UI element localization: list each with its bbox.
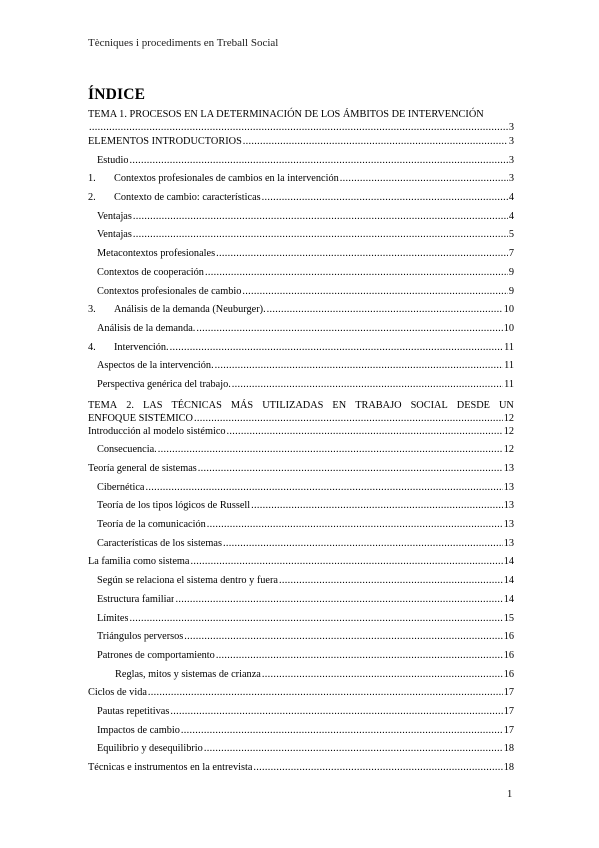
toc-entry-label: Reglas, mitos y sistemas de crianza	[115, 668, 261, 680]
toc-entry-text: Análisis de la demanda (Neuburger).	[114, 304, 266, 316]
toc-page-number: 13	[503, 519, 514, 531]
dot-leader	[196, 323, 502, 334]
toc-word: TEMA	[88, 399, 118, 411]
toc-page-number: 7	[508, 248, 514, 260]
dot-leader	[253, 762, 502, 773]
toc-entry-number: 3.	[88, 304, 96, 316]
toc-page-number: 16	[503, 631, 514, 643]
toc-entry[interactable]	[88, 323, 514, 342]
dot-leader	[207, 519, 503, 530]
toc-word: TÉCNICAS	[171, 399, 222, 411]
toc-entry-label: Ventajas	[97, 229, 132, 241]
toc-word: TRABAJO	[355, 399, 402, 411]
dot-leader	[232, 379, 503, 390]
toc-page-number: 10	[503, 322, 514, 334]
toc-entry[interactable]	[88, 463, 514, 482]
toc-entry[interactable]	[88, 173, 514, 192]
toc-page-number: 3	[508, 173, 514, 185]
dot-leader	[243, 136, 508, 147]
toc-page-number: 13	[503, 481, 514, 493]
toc-word: DESDE	[456, 399, 490, 411]
toc-entry-label	[88, 342, 169, 353]
toc-entry-label: Según se relaciona el sistema dentro y fuera	[97, 575, 278, 587]
toc-entry-label: Características de los sistemas	[97, 537, 222, 549]
toc-entry[interactable]	[88, 426, 514, 445]
toc-entry[interactable]	[88, 482, 514, 501]
toc-entry-title-line: TEMA 1. PROCESOS EN LA DETERMINACIÓN DE LOS ÁMBITOS DE INTERVENCIÓN	[88, 109, 484, 120]
toc-entry-number: 4.	[88, 341, 96, 353]
toc-entry[interactable]	[88, 613, 514, 632]
toc-page-number: 4	[508, 210, 514, 222]
dot-leader	[340, 173, 508, 184]
toc-entry[interactable]	[88, 706, 514, 725]
dot-leader	[262, 192, 508, 203]
dot-leader	[170, 342, 503, 353]
toc-entry-label: Análisis de la demanda.	[97, 322, 196, 334]
toc-entry-text: Intervención.	[114, 341, 169, 353]
toc-entry-label: Aspectos de la intervención.	[97, 360, 214, 372]
toc-page-number: 18	[503, 762, 514, 773]
toc-entry[interactable]	[88, 762, 514, 781]
toc-page-number: 18	[503, 743, 514, 755]
toc-entry-label	[88, 192, 261, 203]
toc-page-number: 5	[508, 229, 514, 241]
dot-leader	[267, 304, 503, 315]
toc-entry-label: Estudio	[97, 154, 129, 166]
dot-leader	[133, 229, 508, 240]
dot-leader	[251, 500, 503, 511]
toc-entry-label: Teoría general de sistemas	[88, 463, 197, 474]
toc-entry-label: Contextos de cooperación	[97, 266, 204, 278]
toc-word: 2.	[126, 399, 134, 411]
toc-entry-label: Contextos profesionales de cambio	[97, 285, 242, 297]
toc-entry[interactable]	[88, 136, 514, 155]
dot-leader	[262, 669, 503, 680]
toc-entry-tema1[interactable]	[88, 109, 514, 136]
toc-entry[interactable]	[88, 669, 514, 688]
toc-entry[interactable]	[88, 211, 514, 230]
toc-entry[interactable]	[88, 155, 514, 174]
dot-leader	[89, 122, 508, 133]
toc-entry[interactable]	[88, 500, 514, 519]
toc-word: UN	[499, 399, 514, 411]
dot-leader	[191, 556, 503, 567]
dot-leader	[194, 413, 503, 424]
dot-leader	[145, 482, 502, 493]
toc-entry[interactable]	[88, 192, 514, 211]
dot-leader	[205, 267, 508, 278]
toc-word: MÁS	[230, 399, 254, 411]
toc-page-number: 4	[508, 192, 514, 204]
toc-entry[interactable]	[88, 444, 514, 463]
toc-page-number: 13	[503, 537, 514, 549]
dot-leader	[215, 360, 503, 371]
toc-page-number: 12	[503, 412, 514, 424]
toc-word: EN	[332, 399, 347, 411]
toc-page-number: 11	[504, 341, 514, 353]
toc-entry[interactable]	[88, 342, 514, 361]
toc-entry-title-line2: ENFOQUE SISTÉMICO	[88, 412, 193, 424]
toc-page-number: 13	[503, 463, 514, 474]
toc-entry-label: Perspectiva genérica del trabajo.	[97, 378, 231, 390]
dot-leader	[198, 463, 503, 474]
dot-leader	[216, 650, 503, 661]
toc-page-number: 10	[503, 304, 514, 316]
toc-page-number: 3	[508, 154, 514, 166]
toc-page-number: 12	[503, 425, 514, 437]
dot-leader	[227, 426, 503, 437]
toc-entry-label	[88, 173, 339, 184]
toc-entry-number: 2.	[88, 192, 96, 204]
toc-entry[interactable]	[88, 538, 514, 557]
toc-page-number: 9	[508, 285, 514, 297]
toc-entry[interactable]	[88, 631, 514, 650]
toc-entry-label: Equilibrio y desequilibrio	[97, 743, 203, 755]
toc-page-number: 14	[503, 556, 514, 568]
toc-entry-label: Introducción al modelo sistémico	[88, 425, 226, 437]
toc-entry[interactable]	[88, 575, 514, 594]
dot-leader	[204, 743, 503, 754]
toc-page-number: 13	[503, 500, 514, 512]
toc-entry-label: Patrones de comportamiento	[97, 649, 215, 661]
toc-entry[interactable]	[88, 519, 514, 538]
dot-leader	[129, 613, 502, 624]
toc-page-number: 16	[503, 668, 514, 680]
toc-entry-title-line	[88, 400, 514, 412]
toc-page-number: 9	[508, 266, 514, 278]
toc-page-number: 11	[504, 360, 514, 372]
dot-leader	[148, 687, 503, 698]
toc-entry[interactable]	[88, 725, 514, 744]
toc-page-number: 3	[508, 122, 514, 133]
toc-entry-label: Estructura familiar	[97, 593, 175, 605]
toc-page-number: 16	[503, 649, 514, 661]
toc-entry-text: Contexto de cambio: características	[114, 192, 261, 204]
toc-page-number: 3	[508, 136, 514, 147]
toc-entry[interactable]	[88, 304, 514, 323]
toc-entry-label: Cibernética	[97, 481, 145, 493]
dot-leader	[158, 444, 503, 455]
dot-leader	[242, 286, 507, 297]
toc-entry[interactable]	[88, 360, 514, 379]
toc-entry[interactable]	[88, 594, 514, 613]
toc-entry-label: Ciclos de vida	[88, 687, 147, 699]
dot-leader	[181, 725, 503, 736]
page-number: 1	[507, 789, 513, 800]
toc-entry-label: Teoría de los tipos lógicos de Russell	[97, 500, 251, 512]
running-header: Tècniques i procediments en Treball Social	[88, 37, 279, 49]
toc-entry[interactable]	[88, 229, 514, 248]
toc-entry-label: Ventajas	[97, 210, 132, 222]
toc-entry-text: Contextos profesionales de cambios en la intervención	[114, 173, 339, 185]
toc-entry-label: Límites	[97, 612, 129, 624]
dot-leader	[170, 706, 502, 717]
toc-entry-label: Metacontextos profesionales	[97, 248, 216, 260]
dot-leader	[184, 631, 502, 642]
toc-entry[interactable]	[88, 248, 514, 267]
toc-entry[interactable]	[88, 743, 514, 762]
toc-entry-label: La familia como sistema	[88, 556, 190, 568]
toc-word: SOCIAL	[410, 399, 448, 411]
toc-page-number: 14	[503, 593, 514, 605]
toc-page-number: 17	[503, 687, 514, 699]
toc-entry[interactable]	[88, 556, 514, 575]
dot-leader	[133, 211, 508, 222]
toc-page-number: 12	[503, 444, 514, 456]
toc-entry-label: ELEMENTOS INTRODUCTORIOS	[88, 136, 242, 147]
toc-entry[interactable]	[88, 687, 514, 706]
toc-page-number: 14	[503, 575, 514, 587]
toc-entry-tema2[interactable]	[88, 400, 514, 426]
toc-page-number: 17	[503, 705, 514, 717]
toc-entry-label: Pautas repetitivas	[97, 705, 170, 717]
toc-entry[interactable]	[88, 650, 514, 669]
toc-page-number: 11	[504, 378, 514, 390]
toc-entry-label	[88, 304, 266, 315]
toc-word: UTILIZADAS	[262, 399, 324, 411]
toc-entry[interactable]	[88, 286, 514, 305]
dot-leader	[223, 538, 503, 549]
toc-entry-label: Consecuencia.	[97, 444, 157, 456]
toc-page-number: 15	[503, 612, 514, 624]
dot-leader	[129, 155, 507, 166]
toc-entry[interactable]	[88, 379, 514, 398]
toc-word: LAS	[142, 399, 163, 411]
toc-entry-label: Teoría de la comunicación	[97, 519, 206, 531]
table-of-contents	[88, 109, 514, 781]
toc-entry-label: Impactos de cambio	[97, 724, 180, 736]
toc-page-number: 17	[503, 724, 514, 736]
toc-entry-label: Triángulos perversos	[97, 631, 184, 643]
dot-leader	[216, 248, 508, 259]
index-title: ÍNDICE	[88, 86, 146, 103]
toc-entry-number: 1.	[88, 173, 96, 185]
dot-leader	[175, 594, 502, 605]
dot-leader	[279, 575, 503, 586]
toc-entry-label: Técnicas e instrumentos en la entrevista	[88, 762, 253, 773]
toc-entry[interactable]	[88, 267, 514, 286]
